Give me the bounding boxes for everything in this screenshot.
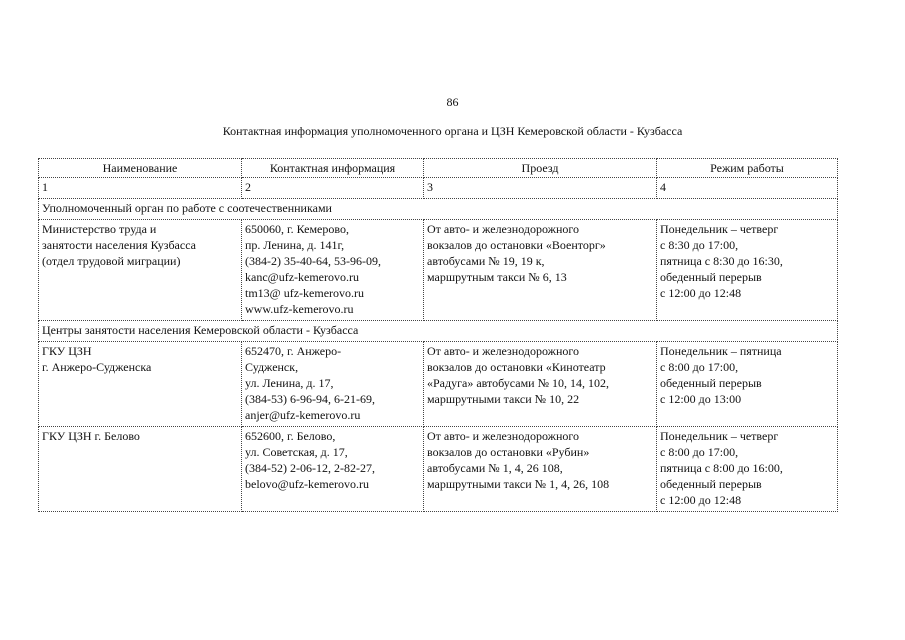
header-name: Наименование: [39, 159, 242, 178]
cell-line: обеденный перерыв: [660, 270, 762, 284]
cell-line: ГКУ ЦЗН г. Белово: [42, 429, 140, 443]
cell-line: (384-52) 2-06-12, 2-82-27,: [245, 461, 375, 475]
cell-route: [424, 220, 657, 321]
cell-line: (384-2) 35-40-64, 53-96-09,: [245, 254, 381, 268]
cell-line: автобусами № 19, 19 к,: [427, 254, 545, 268]
cell-line: ул. Советская, д. 17,: [245, 445, 348, 459]
cell-contact: [242, 342, 424, 427]
cell-line: От авто- и железнодорожного: [427, 429, 579, 443]
column-number: 1: [39, 178, 242, 199]
cell-line: Понедельник – пятница: [660, 344, 782, 358]
cell-name: [39, 342, 242, 427]
cell-line: «Радуга» автобусами № 10, 14, 102,: [427, 376, 610, 390]
document-title: Контактная информация уполномоченного органа и ЦЗН Кемеровской области - Кузбасса: [222, 124, 683, 138]
cell-line: 652470, г. Анжеро-: [245, 344, 342, 358]
cell-line: занятости населения Кузбасса: [42, 238, 197, 252]
column-number-row: [39, 178, 838, 199]
header-contact: Контактная информация: [242, 159, 424, 178]
section-row: [39, 321, 838, 342]
section-title: Уполномоченный орган по работе с соотечественниками: [39, 199, 838, 220]
cell-name: [39, 427, 242, 512]
cell-line: маршрутным такси № 6, 13: [427, 270, 567, 284]
cell-line: обеденный перерыв: [660, 477, 762, 491]
cell-line: anjer@ufz-kemerovo.ru: [245, 408, 361, 422]
cell-line: Министерство труда и: [42, 222, 157, 236]
cell-line: пятница с 8:30 до 16:30,: [660, 254, 783, 268]
cell-line: автобусами № 1, 4, 26 108,: [427, 461, 563, 475]
header-row: [39, 159, 838, 178]
cell-contact: [242, 220, 424, 321]
cell-line: маршрутными такси № 10, 22: [427, 392, 580, 406]
cell-line: вокзалов до остановки «Кинотеатр: [427, 360, 606, 374]
cell-line: маршрутными такси № 1, 4, 26, 108: [427, 477, 610, 491]
header-hours: Режим работы: [657, 159, 838, 178]
column-number: 2: [242, 178, 424, 199]
cell-line: www.ufz-kemerovo.ru: [245, 302, 354, 316]
cell-line: пятница с 8:00 до 16:00,: [660, 461, 783, 475]
contacts-table: [38, 158, 838, 512]
cell-line: belovo@ufz-kemerovo.ru: [245, 477, 370, 491]
cell-hours: [657, 427, 838, 512]
cell-line: вокзалов до остановки «Рубин»: [427, 445, 590, 459]
cell-hours: [657, 220, 838, 321]
cell-line: От авто- и железнодорожного: [427, 222, 579, 236]
cell-line: (384-53) 6-96-94, 6-21-69,: [245, 392, 375, 406]
cell-line: kanc@ufz-kemerovo.ru: [245, 270, 359, 284]
cell-line: с 12:00 до 13:00: [660, 392, 742, 406]
cell-line: пр. Ленина, д. 141г,: [245, 238, 345, 252]
column-number: 3: [424, 178, 657, 199]
table-row: [39, 220, 838, 321]
header-route: Проезд: [424, 159, 657, 178]
table-body: [39, 199, 838, 512]
cell-line: с 12:00 до 12:48: [660, 286, 742, 300]
cell-contact: [242, 427, 424, 512]
cell-line: с 8:00 до 17:00,: [660, 360, 739, 374]
cell-line: Понедельник – четверг: [660, 429, 779, 443]
cell-line: Понедельник – четверг: [660, 222, 779, 236]
column-number: 4: [657, 178, 838, 199]
cell-line: с 8:30 до 17:00,: [660, 238, 739, 252]
cell-route: [424, 342, 657, 427]
cell-line: 650060, г. Кемерово,: [245, 222, 349, 236]
cell-name: [39, 220, 242, 321]
cell-line: обеденный перерыв: [660, 376, 762, 390]
section-title: Центры занятости населения Кемеровской области - Кузбасса: [39, 321, 838, 342]
cell-line: Судженск,: [245, 360, 299, 374]
cell-line: ГКУ ЦЗН: [42, 344, 92, 358]
cell-hours: [657, 342, 838, 427]
cell-line: ул. Ленина, д. 17,: [245, 376, 334, 390]
cell-line: с 8:00 до 17:00,: [660, 445, 739, 459]
cell-line: вокзалов до остановки «Военторг»: [427, 238, 606, 252]
table-row: [39, 427, 838, 512]
cell-line: г. Анжеро-Судженска: [42, 360, 152, 374]
table-row: [39, 342, 838, 427]
cell-line: (отдел трудовой миграции): [42, 254, 181, 268]
section-row: [39, 199, 838, 220]
cell-route: [424, 427, 657, 512]
cell-line: tm13@ ufz-kemerovo.ru: [245, 286, 365, 300]
cell-line: с 12:00 до 12:48: [660, 493, 742, 507]
cell-line: 652600, г. Белово,: [245, 429, 336, 443]
cell-line: От авто- и железнодорожного: [427, 344, 579, 358]
page-number: 86: [446, 95, 459, 109]
